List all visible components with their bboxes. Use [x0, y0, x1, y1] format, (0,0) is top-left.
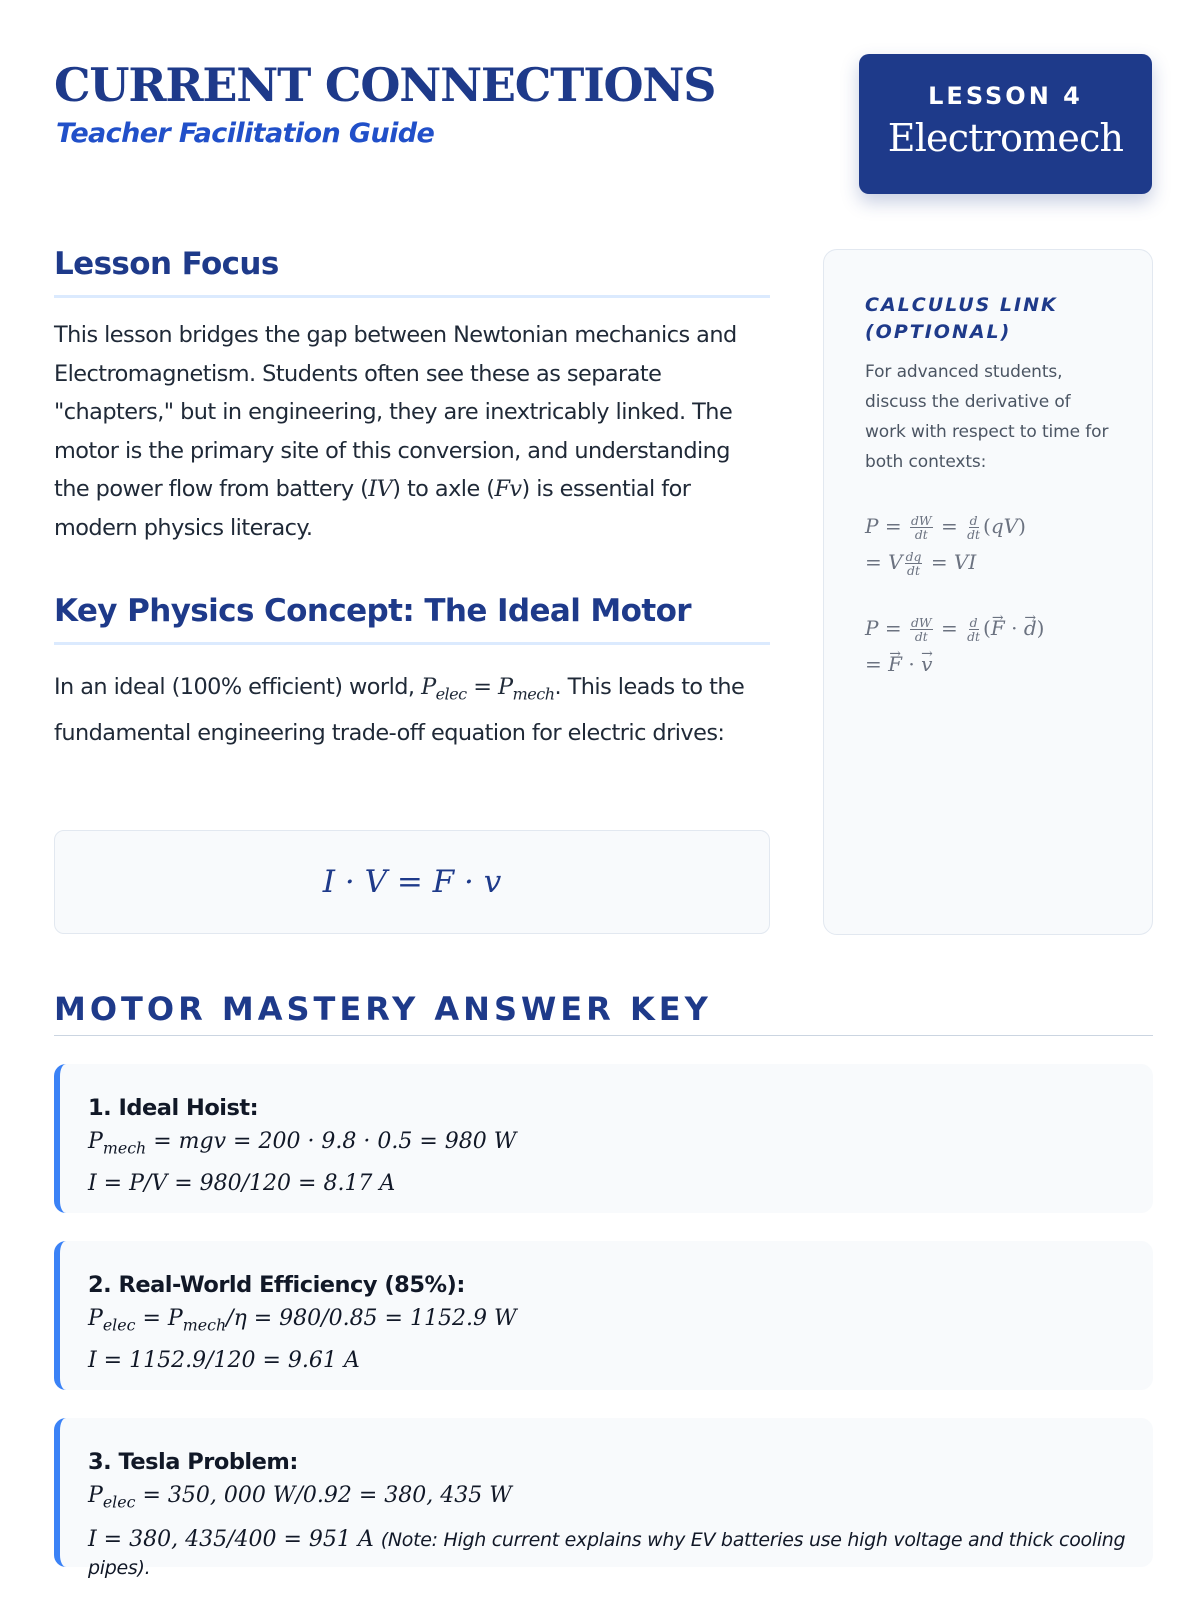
lesson-badge-label: LESSON 4 — [928, 82, 1083, 110]
mechanical-power-derivation: P = $\frac{dW}{dt}$ = $\frac{d}{dt}$ (→ F · → d) = → F · → v — [865, 610, 1044, 682]
math-fv: Fv — [494, 476, 522, 502]
key-concept-text-part2: . This leads to the fundamental engineering trade-off equation for electric drives: — [54, 674, 745, 747]
key-concept-heading: Key Physics Concept: The Ideal Motor — [54, 593, 691, 629]
answer-line-1: $P_{mech}$ = mgv = 200 · 9.8 · 0.5 = 980 W — [88, 1129, 517, 1158]
lesson-badge — [859, 54, 1152, 194]
lesson-focus-text-part3: ) is essential for modern physics literacy. — [54, 476, 691, 541]
key-concept-text — [54, 668, 770, 753]
answer-card-1 — [54, 1064, 1153, 1213]
answer-key-title: MOTOR MASTERY ANSWER KEY — [54, 990, 712, 1028]
key-concept-text-part1: In an ideal (100% efficient) world, — [54, 674, 422, 700]
answer-heading: 2. Real-World Efficiency (85%): — [88, 1272, 465, 1298]
page-title: CURRENT CONNECTIONS — [54, 58, 716, 112]
electric-power-derivation: P = $\frac{dW}{dt}$ = $\frac{d}{dt}$ (qV) = V $\frac{dq}{dt}$ = VI — [865, 512, 1026, 578]
answer-line-1: $P_{elec} = 350$, 000 W/0.92 = 380, 435 W — [88, 1483, 512, 1512]
answer-card-3 — [54, 1418, 1153, 1579]
lesson-focus-text — [54, 316, 770, 547]
answer-line-1: $P_{elec} = P_{mech}/\eta = 980/0.85 = 1152.9$ W — [88, 1306, 517, 1335]
equation-box — [54, 830, 770, 934]
lesson-focus-text-part1: This lesson bridges the gap between Newtonian mechanics and Electromagnetism. Students often see these as separate "chapters," but in engineering, they are inextricably linked. The motor is the primary site of this conversion, and understanding the power flow from battery ( — [54, 322, 737, 502]
sidebar-text: For advanced students, discuss the derivative of work with respect to time for both contexts: — [865, 362, 1109, 472]
lesson-focus-text-part2: ) to axle ( — [392, 476, 495, 502]
math-iv: IV — [368, 476, 393, 502]
answer-line-2: I = 1152.9/120 = 9.61 A — [88, 1347, 360, 1373]
lesson-badge-title: Electromech — [887, 116, 1124, 160]
answer-line-2: I = 380, 435/400 = 951 A (Note: High current explains why EV batteries use high voltage and thick cooling pipes). — [88, 1526, 1126, 1579]
trade-off-equation: I · V = F · v — [322, 864, 502, 900]
calculus-sidebar — [823, 249, 1153, 935]
answer-heading: 1. Ideal Hoist: — [88, 1095, 259, 1121]
answer-key-rule — [54, 1035, 1153, 1036]
math-power-equality: $P_{elec} = P_{mech}$ — [421, 674, 555, 704]
lesson-focus-rule — [54, 295, 770, 298]
answer-note: (Note: High current explains why EV batteries use high voltage and thick cooling pipes). — [88, 1528, 1126, 1579]
key-concept-rule — [54, 642, 770, 645]
answer-heading: 3. Tesla Problem: — [88, 1449, 298, 1475]
answer-card-2 — [54, 1241, 1153, 1390]
answer-line-2: I = P/V = 980/120 = 8.17 A — [88, 1170, 396, 1196]
sidebar-title: CALCULUS LINK (OPTIONAL) — [865, 294, 1058, 343]
page-subtitle: Teacher Facilitation Guide — [56, 118, 435, 149]
lesson-focus-heading: Lesson Focus — [54, 246, 279, 282]
